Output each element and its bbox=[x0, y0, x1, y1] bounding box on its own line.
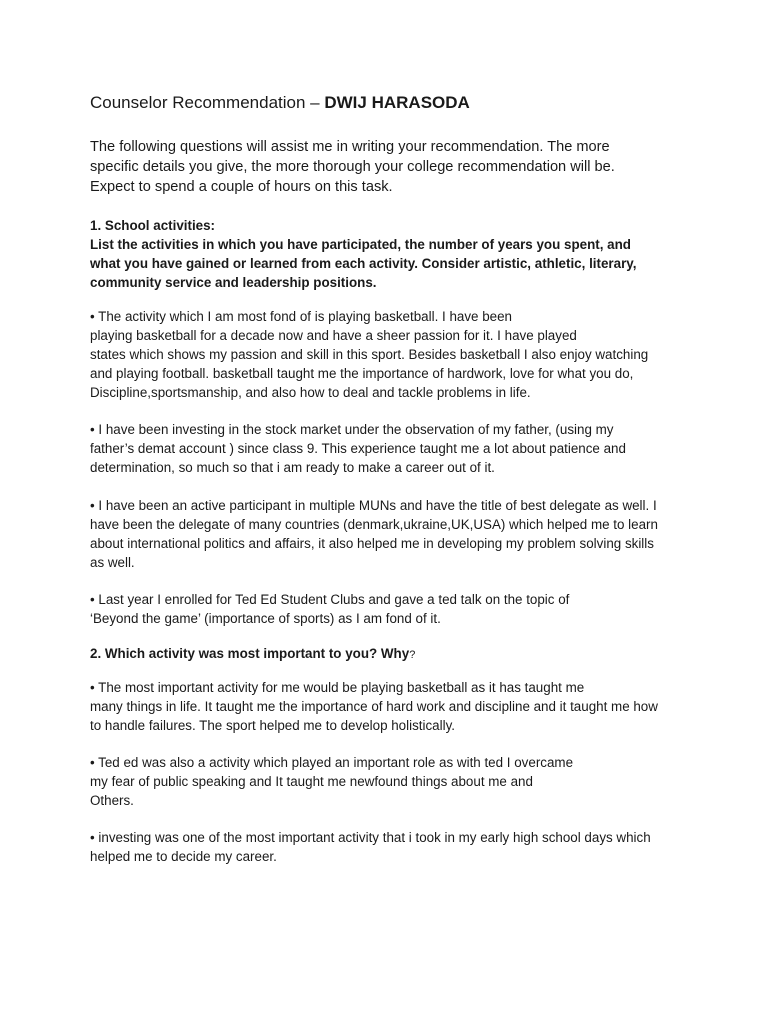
answer-line: • investing was one of the most important activity that i took in my early high school days which bbox=[90, 830, 651, 845]
answer-line: and playing football. basketball taught me the importance of hardwork, love for what you do, bbox=[90, 366, 634, 381]
intro-line: Expect to spend a couple of hours on this task. bbox=[90, 179, 393, 195]
section-2-heading bbox=[90, 644, 415, 665]
answer-line: father’s demat account ) since class 9. This experience taught me a lot about patience and bbox=[90, 441, 626, 456]
answer-line: Discipline,sportsmanship, and also how to deal and tackle problems in life. bbox=[90, 385, 531, 400]
answer-line: • I have been investing in the stock market under the observation of my father, (using my bbox=[90, 422, 614, 437]
section-2-heading-mark: ? bbox=[409, 649, 416, 661]
title-prefix: Counselor Recommendation – bbox=[90, 93, 325, 112]
student-name: DWIJ HARASODA bbox=[324, 93, 470, 112]
section-2-heading-text: 2. Which activity was most important to you? Why bbox=[90, 646, 410, 661]
section-1-prompt-line: List the activities in which you have participated, the number of years you spent, and bbox=[90, 237, 631, 252]
section-1-prompt-line: community service and leadership positions. bbox=[90, 275, 377, 290]
answer-line: to handle failures. The sport helped me to develop holistically. bbox=[90, 718, 455, 733]
answer-line: about international politics and affairs, it also helped me in developing my problem solving skills bbox=[90, 536, 654, 551]
intro-line: specific details you give, the more thorough your college recommendation will be. bbox=[90, 159, 615, 175]
answer-line: • The most important activity for me would be playing basketball as it has taught me bbox=[90, 680, 585, 695]
answer-line: • Last year I enrolled for Ted Ed Student Clubs and gave a ted talk on the topic of bbox=[90, 592, 570, 607]
section-1-heading: 1. School activities: bbox=[90, 218, 216, 233]
intro-line: The following questions will assist me in writing your recommendation. The more bbox=[90, 139, 610, 155]
answer-line: • I have been an active participant in multiple MUNs and have the title of best delegate as well. I bbox=[90, 498, 657, 513]
answer-line: my fear of public speaking and It taught me newfound things about me and bbox=[90, 774, 533, 789]
answer-line: playing basketball for a decade now and have a sheer passion for it. I have played bbox=[90, 328, 577, 343]
answer-line: ‘Beyond the game’ (importance of sports) as I am fond of it. bbox=[90, 611, 441, 626]
document-title bbox=[90, 92, 470, 114]
answer-line: as well. bbox=[90, 555, 135, 570]
answer-line: many things in life. It taught me the importance of hard work and discipline and it taught me how bbox=[90, 699, 658, 714]
answer-line: • The activity which I am most fond of is playing basketball. I have been bbox=[90, 309, 513, 324]
answer-line: helped me to decide my career. bbox=[90, 849, 277, 864]
answer-line: • Ted ed was also a activity which played an important role as with ted I overcame bbox=[90, 755, 574, 770]
answer-line: have been the delegate of many countries (denmark,ukraine,UK,USA) which helped me to learn bbox=[90, 517, 658, 532]
answer-line: determination, so much so that i am ready to make a career out of it. bbox=[90, 460, 495, 475]
answer-line: states which shows my passion and skill in this sport. Besides basketball I also enjoy watching bbox=[90, 347, 649, 362]
answer-line: Others. bbox=[90, 793, 134, 808]
section-1-prompt-line: what you have gained or learned from each activity. Consider artistic, athletic, literary, bbox=[90, 256, 637, 271]
